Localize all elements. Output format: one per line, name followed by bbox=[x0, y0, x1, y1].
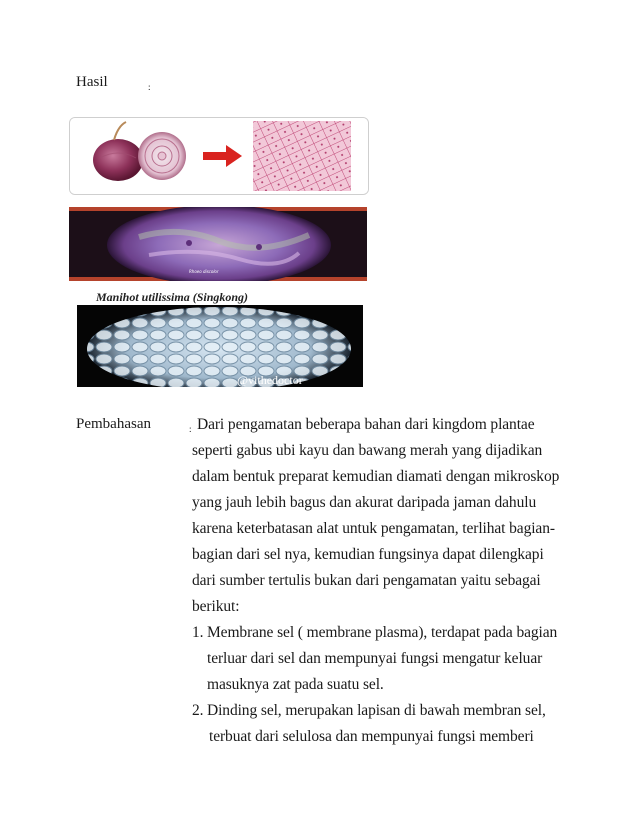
pembahasan-colon: : bbox=[189, 424, 192, 434]
list-item-line: Dinding sel, merupakan lapisan di bawah membran sel, bbox=[207, 702, 546, 719]
list-item-line: masuknya zat pada suatu sel. bbox=[207, 676, 384, 693]
pembahasan-line: karena keterbatasan alat untuk pengamatan, terlihat bagian- bbox=[192, 520, 555, 537]
pembahasan-line: Dari pengamatan beberapa bahan dari kingdom plantae bbox=[197, 416, 535, 433]
manihot-figure bbox=[77, 305, 363, 387]
list-item-line: terbuat dari selulosa dan mempunyai fungsi memberi bbox=[209, 728, 534, 745]
list-item-number: 2. bbox=[192, 702, 204, 719]
pembahasan-label: Pembahasan bbox=[76, 416, 151, 432]
list-item-line: Membrane sel ( membrane plasma), terdapat pada bagian bbox=[207, 624, 558, 641]
list-item-number: 1. bbox=[192, 624, 204, 641]
pembahasan-line: yang jauh lebih bagus dan akurat daripada jaman dahulu bbox=[192, 494, 537, 511]
pembahasan-line: dari sumber tertulis bukan dari pengamatan yaitu sebagai bbox=[192, 572, 541, 589]
manihot-title: Manihot utilissima (Singkong) bbox=[96, 290, 249, 304]
pembahasan-line: seperti gabus ubi kayu dan bawang merah yang dijadikan bbox=[192, 442, 543, 459]
pembahasan-line: dalam bentuk preparat kemudian diamati dengan mikroskop bbox=[192, 468, 560, 485]
hasil-colon: : bbox=[148, 82, 151, 92]
rhoeo-figure bbox=[69, 207, 367, 281]
pembahasan-line: berikut: bbox=[192, 598, 240, 615]
pembahasan-line: bagian dari sel nya, kemudian fungsinya dapat dilengkapi bbox=[192, 546, 544, 563]
manihot-watermark: @vithedoctor bbox=[237, 373, 303, 387]
hasil-label: Hasil bbox=[76, 74, 108, 90]
rhoeo-caption: Rhoeo discolor bbox=[189, 269, 219, 274]
onion-to-microscope-cells-icon bbox=[70, 118, 368, 194]
list-item-line: terluar dari sel dan mempunyai fungsi mengatur keluar bbox=[207, 650, 543, 667]
onion-figure bbox=[69, 117, 369, 195]
microscope-view-cassava-cells-icon bbox=[77, 305, 363, 387]
